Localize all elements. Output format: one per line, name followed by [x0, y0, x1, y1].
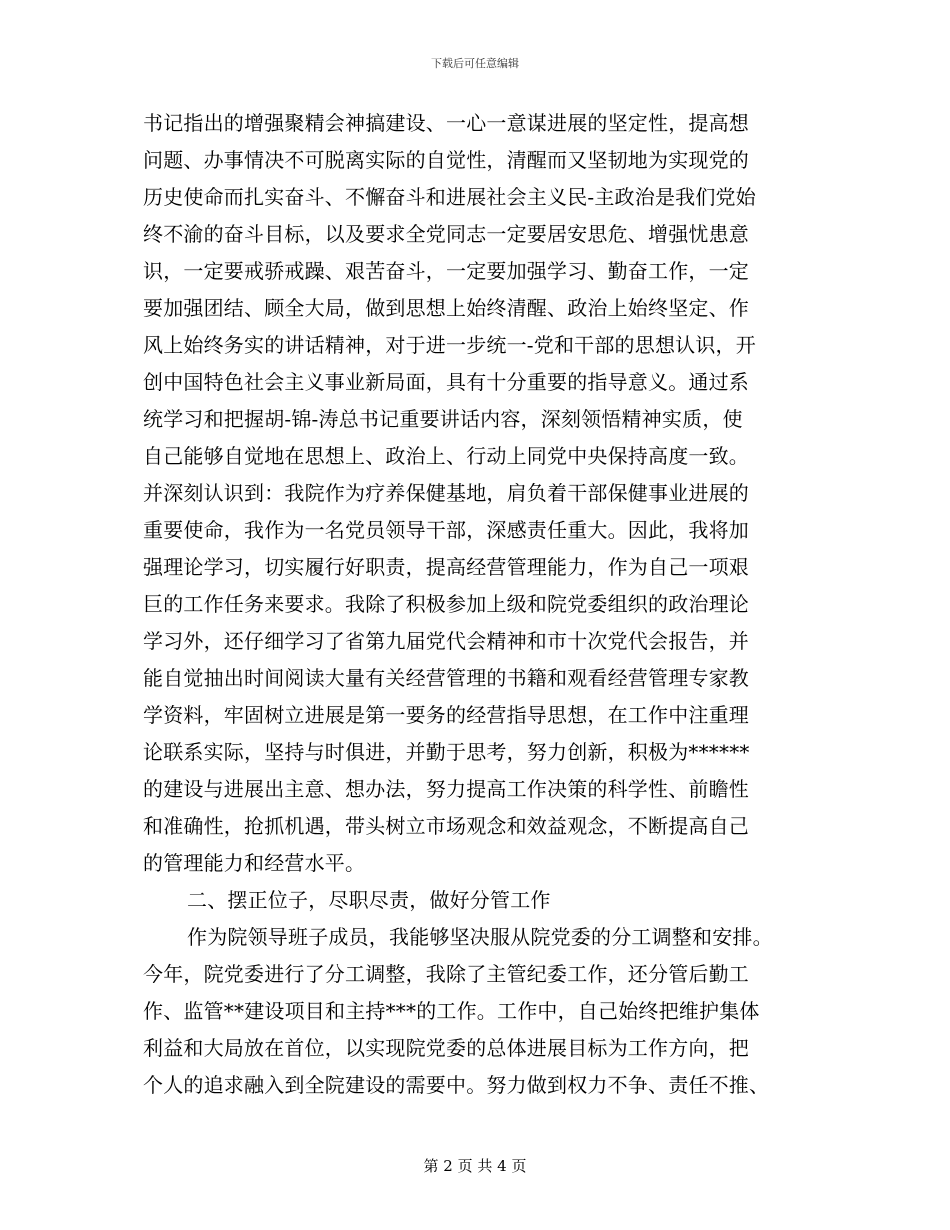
text-line: 终不渝的奋斗目标，以及要求全党同志一定要居安思危、增强忧患意: [143, 222, 749, 246]
text-line: 书记指出的增强聚精会神搞建设、一心一意谋进展的坚定性，提高想: [143, 111, 749, 135]
text-line: 的建设与进展出主意、想办法，努力提高工作决策的科学性、前瞻性: [143, 777, 749, 801]
section-heading: 二、摆正位子，尽职尽责，做好分管工作: [187, 888, 551, 912]
text-line: 强理论学习，切实履行好职责，提高经营管理能力，作为自己一项艰: [143, 555, 749, 579]
text-line: 识，一定要戒骄戒躁、艰苦奋斗，一定要加强学习、勤奋工作，一定: [143, 259, 749, 283]
text-line: 学资料，牢固树立进展是第一要务的经营指导思想，在工作中注重理: [143, 703, 749, 727]
text-line: 历史使命而扎实奋斗、不懈奋斗和进展社会主义民-主政治是我们党始: [143, 185, 756, 209]
text-line: 作、监管**建设项目和主持***的工作。工作中，自己始终把维护集体: [143, 999, 760, 1023]
text-line: 的管理能力和经营水平。: [143, 851, 366, 875]
document-body: [143, 105, 807, 1104]
page-header: 下载后可任意编辑: [431, 57, 519, 70]
text-line: 创中国特色社会主义事业新局面，具有十分重要的指导意义。通过系: [143, 370, 749, 394]
text-line: 学习外，还仔细学习了省第九届党代会精神和市十次党代会报告，并: [143, 629, 749, 653]
text-line: 要加强团结、顾全大局，做到思想上始终清醒、政治上始终坚定、作: [143, 296, 749, 320]
text-line: 自己能够自觉地在思想上、政治上、行动上同党中央保持高度一致。: [143, 444, 749, 468]
text-line: 统学习和把握胡-锦-涛总书记重要讲话内容，深刻领悟精神实质，使: [143, 407, 743, 431]
text-line: 和准确性，抢抓机遇，带头树立市场观念和效益观念，不断提高自己: [143, 814, 749, 838]
text-line: 今年，院党委进行了分工调整，我除了主管纪委工作，还分管后勤工: [143, 962, 749, 986]
text-line: 论联系实际，坚持与时俱进，并勤于思考，努力创新，积极为******: [143, 740, 750, 764]
text-line: 利益和大局放在首位，以实现院党委的总体进展目标为工作方向，把: [143, 1036, 749, 1060]
paragraph-first-line: 作为院领导班子成员，我能够坚决服从院党委的分工调整和安排。: [187, 925, 773, 949]
page-number-footer: 第 2 页 共 4 页: [423, 1157, 527, 1175]
text-line: 重要使命，我作为一名党员领导干部，深感责任重大。因此，我将加: [143, 518, 749, 542]
text-line: 风上始终务实的讲话精神，对于进一步统一-党和干部的思想认识，开: [143, 333, 756, 357]
text-line: 个人的追求融入到全院建设的需要中。努力做到权力不争、责任不推、: [143, 1073, 770, 1097]
text-line: 能自觉抽出时间阅读大量有关经营管理的书籍和观看经营管理专家教: [143, 666, 749, 690]
text-line: 并深刻认识到：我院作为疗养保健基地，肩负着干部保健事业进展的: [143, 481, 749, 505]
text-line: 巨的工作任务来要求。我除了积极参加上级和院党委组织的政治理论: [143, 592, 749, 616]
text-line: 问题、办事情决不可脱离实际的自觉性，清醒而又坚韧地为实现党的: [143, 148, 749, 172]
